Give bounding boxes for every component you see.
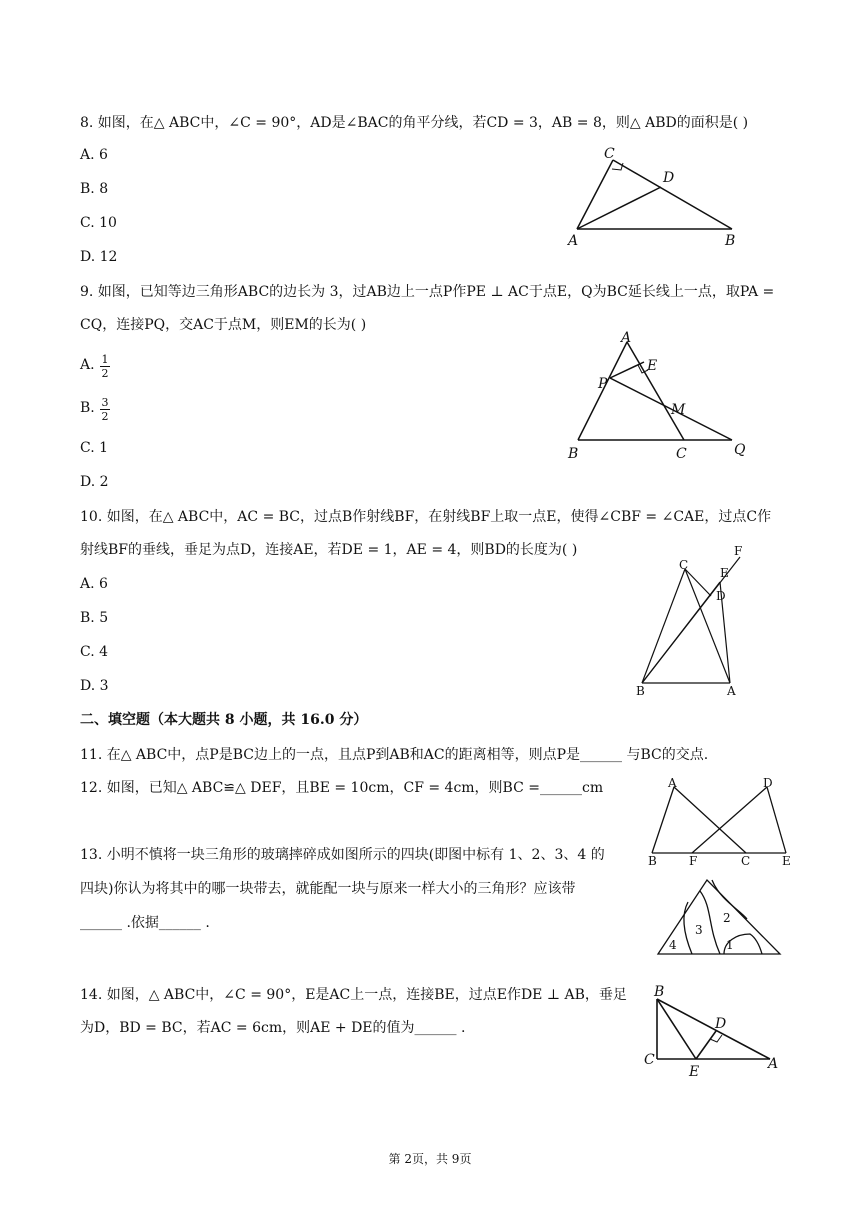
q14-line2: 为D，BD = BC，若AC = 6cm，则AE + DE的值为______ . — [80, 1020, 466, 1036]
q8-label-c: C — [604, 146, 615, 162]
q9-label-c: C — [676, 446, 687, 462]
q10-label-f: F — [734, 544, 743, 558]
q12-label-d: D — [763, 776, 773, 790]
q12-label-b: B — [648, 854, 657, 868]
q12-stem: 12. 如图，已知△ ABC≌△ DEF，且BE = 10cm，CF = 4cm，则BC =______cm — [80, 780, 604, 796]
q10-label-a: A — [727, 684, 736, 698]
q10-stem-line2: 射线BF的垂线，垂足为点D，连接AE，若DE = 1，AE = 4，则BD的长度为( ) — [80, 542, 578, 558]
q9-label-m: M — [671, 402, 686, 418]
q9-stem-line2: CQ，连接PQ，交AC于点M，则EM的长为( ) — [80, 317, 367, 333]
q14-line1: 14. 如图，△ ABC中，∠C = 90°，E是AC上一点，连接BE，过点E作DE ⊥ AB，垂足 — [80, 987, 627, 1003]
q8-option-b: B. 8 — [80, 181, 109, 197]
q8-option-d: D. 12 — [80, 249, 118, 265]
q10-figure — [630, 540, 760, 700]
q9-option-a-denominator: 2 — [101, 367, 109, 380]
q9-option-b-denominator: 2 — [101, 410, 109, 423]
q10-option-b: B. 5 — [80, 610, 109, 626]
q9-label-a: A — [621, 330, 632, 346]
q13-line2: 四块)你认为将其中的哪一块带去，就能配一块与原来一样大小的三角形？应该带 — [80, 881, 576, 897]
q10-option-c: C. 4 — [80, 644, 109, 660]
q13-line3: ______ .依据______ . — [80, 915, 210, 931]
q10-label-c: C — [679, 558, 689, 572]
q8-option-a: A. 6 — [80, 147, 108, 163]
q9-option-b-prefix: B. — [80, 400, 95, 416]
q10-label-e: E — [720, 566, 729, 580]
q12-label-e: E — [782, 854, 791, 868]
section-heading: 二、填空题（本大题共 8 小题，共 16.0 分） — [80, 712, 368, 728]
q10-label-d: D — [716, 589, 726, 603]
q11-stem: 11. 在△ ABC中，点P是BC边上的一点，且点P到AB和AC的距离相等，则点P是______ 与BC的交点. — [80, 747, 709, 763]
q8-option-c: C. 10 — [80, 215, 117, 231]
q9-option-c: C. 1 — [80, 440, 109, 456]
q8-label-d: D — [663, 170, 675, 186]
q14-figure — [640, 980, 790, 1080]
q9-option-a-fraction — [100, 353, 110, 380]
q10-option-a: A. 6 — [80, 576, 108, 592]
q14-label-e: E — [689, 1064, 700, 1080]
q13-label-1: 1 — [726, 938, 734, 952]
q9-option-a-numerator: 1 — [101, 353, 109, 366]
q9-stem-line1: 9. 如图，已知等边三角形ABC的边长为 3，过AB边上一点P作PE ⊥ AC于点E，Q为BC延长线上一点，取PA = — [80, 284, 775, 300]
q13-label-3: 3 — [695, 923, 703, 937]
q10-stem-line1: 10. 如图，在△ ABC中，AC = BC，过点B作射线BF，在射线BF上取一点E，使得∠CBF = ∠CAE，过点C作 — [80, 509, 772, 525]
page-footer: 第 2页，共 9页 — [388, 1152, 472, 1166]
q12-label-a: A — [668, 776, 677, 790]
q8-label-b: B — [725, 233, 736, 249]
q12-label-f: F — [689, 854, 698, 868]
q9-label-e: E — [647, 358, 658, 374]
q8-label-a: A — [568, 233, 579, 249]
q10-option-d: D. 3 — [80, 678, 109, 694]
q9-label-b: B — [568, 446, 579, 462]
q13-figure — [650, 872, 790, 960]
q12-figure — [640, 770, 800, 870]
q14-label-d: D — [715, 1016, 727, 1032]
q10-label-b: B — [636, 684, 645, 698]
q9-figure — [560, 328, 760, 468]
q9-option-a-prefix: A. — [80, 357, 95, 373]
q9-option-b-fraction — [100, 396, 110, 423]
q9-label-p: P — [598, 376, 608, 392]
q8-figure — [560, 140, 750, 252]
q9-label-q: Q — [734, 442, 746, 458]
q14-label-b: B — [654, 984, 665, 1000]
q13-line1: 13. 小明不慎将一块三角形的玻璃摔碎成如图所示的四块(即图中标有 1、2、3、4 的 — [80, 847, 605, 863]
q14-label-c: C — [644, 1052, 655, 1068]
q13-label-4: 4 — [669, 938, 677, 952]
q12-label-c: C — [741, 854, 751, 868]
q9-option-b-numerator: 3 — [101, 396, 109, 409]
q14-label-a: A — [768, 1056, 779, 1072]
q8-stem: 8. 如图，在△ ABC中，∠C = 90°，AD是∠BAC的角平分线，若CD = 3，AB = 8，则△ ABD的面积是( ) — [80, 115, 749, 131]
q9-option-d: D. 2 — [80, 474, 109, 490]
q13-label-2: 2 — [723, 911, 731, 925]
